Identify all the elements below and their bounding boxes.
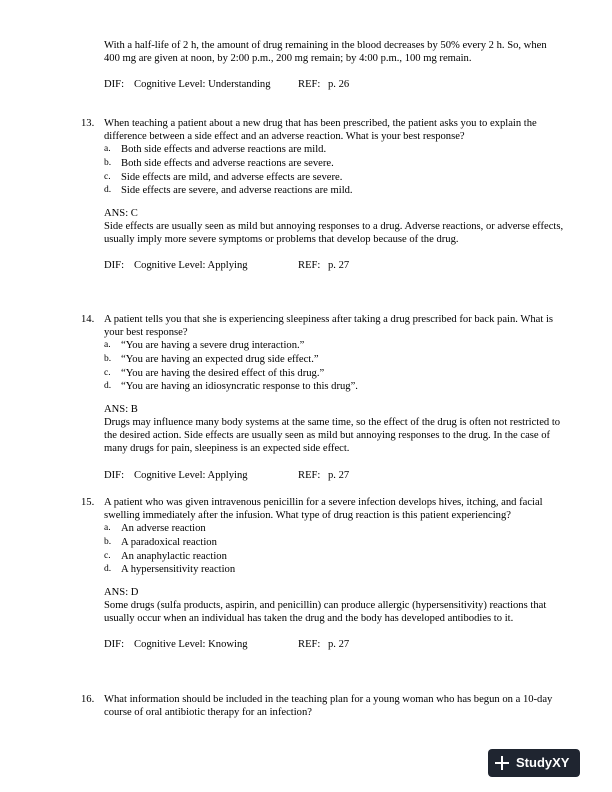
option-b: b. Both side effects and adverse reactions are severe. [104,158,334,169]
option-c: c. “You are having the desired effect of this drug.” [104,367,325,379]
option-a: a. “You are having a severe drug interaction.” [104,340,305,352]
ref-label: REF: [298,639,321,651]
option-c: c. Side effects are mild, and adverse effects are severe. [104,171,343,183]
intro-rationale: With a half-life of 2 h, the amount of drug remaining in the blood decreases by 50% every 2 h. So, when 400 mg are given at noon, by 2:00 p.m., 200 mg remain; by 4:00 p.m., 100 mg remain. [104,40,547,65]
option-d: d. “You are having an idiosyncratic response to this drug”. [104,381,358,393]
ref-value: p. 27 [328,639,350,651]
question-meta [104,469,567,482]
question-number: 16. [81,694,95,705]
ref-label: REF: [298,469,321,481]
answer-key: ANS: C [104,207,138,219]
ref-value: p. 26 [328,79,350,91]
dif-label: DIF: [104,469,125,481]
answer-key: ANS: B [104,403,138,415]
dif-label: DIF: [104,79,125,91]
option-b: b. “You are having an expected drug side effect.” [104,354,319,365]
option-a: a. An adverse reaction [104,523,206,535]
option-d: d. A hypersensitivity reaction [104,564,236,576]
rationale: Some drugs (sulfa products, aspirin, and penicillin) can produce allergic (hypersensitivity) reactions that usually occur when an individual has taken the drug and the body has developed antibodies to it. [104,599,547,625]
question-stem: When teaching a patient about a new drug that has been prescribed, the patient asks you to explain the difference between a side effect and an adverse reaction. What is your best response? [104,118,537,143]
option-list [104,143,567,197]
option-b: b. A paradoxical reaction [104,537,217,548]
question-stem: A patient tells you that she is experiencing sleepiness after taking a drug prescribed for back pain. What is your best response? [104,314,554,339]
option-list [104,339,567,393]
question-number: 13. [81,118,95,129]
rationale: Drugs may influence many body systems at the same time, so the effect of the drug is often not restricted to the desired action. Side effects are usually seen as mild but annoying responses to the drug. In the case of many drugs for pain, sleepiness is an expected side effect. [104,416,561,455]
intro-meta [104,78,564,91]
question-stem: A patient who was given intravenous penicillin for a severe infection develops hives, itching, and facial swelling immediately after the infusion. What type of drug reaction is this patient experiencing? [104,497,543,522]
question-number: 15. [81,497,95,508]
plus-icon [488,756,516,770]
option-d: d. Side effects are severe, and adverse reactions are mild. [104,185,353,197]
question-number: 14. [81,314,95,325]
ref-label: REF: [298,79,321,91]
studyxy-brand: StudyXY [516,755,570,770]
question-meta [104,638,567,651]
dif-value: Cognitive Level: Applying [134,469,248,481]
ref-value: p. 27 [328,469,350,481]
answer-key: ANS: D [104,586,139,598]
question-stem: What information should be included in the teaching plan for a young woman who has begun on a 10-day course of oral antibiotic therapy for an infection? [104,694,553,719]
dif-value: Cognitive Level: Applying [134,260,248,272]
dif-value: Cognitive Level: Understanding [134,79,271,91]
dif-label: DIF: [104,260,125,272]
ref-label: REF: [298,260,321,272]
intro-block [104,39,564,92]
option-a: a. Both side effects and adverse reactions are mild. [104,144,327,156]
rationale: Side effects are usually seen as mild but annoying responses to a drug. Adverse reactions, or adverse effects, usually imply more severe symptoms or problems that develop because of the drug. [104,220,564,246]
option-c: c. An anaphylactic reaction [104,550,227,562]
dif-value: Cognitive Level: Knowing [134,639,248,651]
question-meta [104,259,567,272]
option-list [104,522,567,576]
ref-value: p. 27 [328,260,350,272]
dif-label: DIF: [104,639,125,651]
studyxy-badge[interactable] [488,749,580,777]
